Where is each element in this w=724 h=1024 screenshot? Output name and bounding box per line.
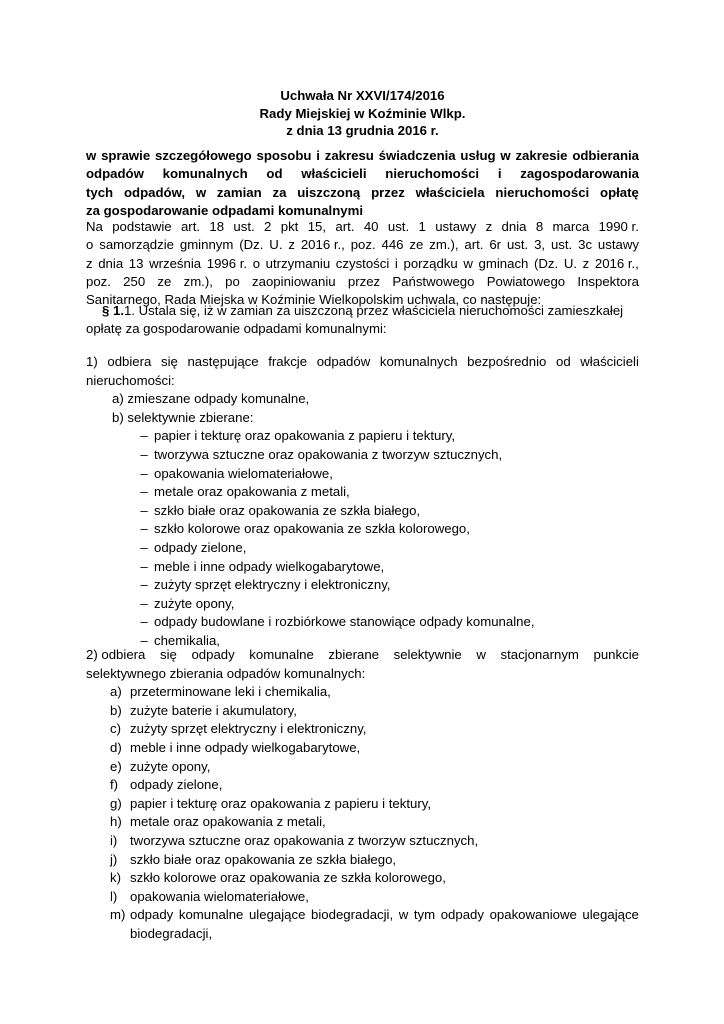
list-item bbox=[86, 739, 639, 758]
word: zamian bbox=[216, 184, 262, 200]
item-text: zużyty sprzęt elektryczny i elektroniczny, bbox=[154, 577, 391, 593]
word: Inspektora bbox=[577, 273, 639, 289]
word: poz. bbox=[86, 273, 111, 289]
dash-bullet: – bbox=[140, 521, 148, 537]
basis-line bbox=[86, 255, 639, 273]
council-name: Rady Miejskiej w Koźminie Wlkp. bbox=[259, 105, 466, 121]
word: nieruchomości bbox=[385, 166, 480, 182]
word: selektywnie bbox=[393, 647, 462, 662]
item-text: zużyte opony, bbox=[154, 595, 235, 611]
resolution-subject bbox=[86, 147, 639, 220]
item-text: odpady zielone, bbox=[130, 777, 223, 793]
word: zagospodarowania bbox=[520, 166, 639, 182]
item-text: opakowania wielomateriałowe, bbox=[154, 465, 333, 481]
word: od bbox=[555, 354, 571, 369]
word: przez bbox=[371, 184, 405, 200]
list-item bbox=[86, 683, 639, 702]
paragraph-1 bbox=[86, 302, 639, 339]
word: świadczenia bbox=[378, 148, 456, 163]
word: samorządzie bbox=[99, 237, 174, 253]
word: nieruchomości bbox=[495, 184, 590, 200]
item-label: b) bbox=[110, 702, 122, 718]
list-item bbox=[86, 558, 639, 577]
word: ust. bbox=[387, 219, 410, 234]
resolution-date: z dnia 13 grudnia 2016 r. bbox=[286, 123, 439, 138]
word: w bbox=[398, 907, 409, 923]
word: komunalne bbox=[249, 647, 314, 662]
item-text: papier i tekturę oraz opakowania z papieru i tektury, bbox=[154, 428, 456, 444]
item-text: metale oraz opakowania z metali, bbox=[130, 814, 326, 830]
word: właścicieli bbox=[580, 354, 639, 369]
word: w bbox=[86, 148, 97, 163]
list-item bbox=[86, 851, 639, 870]
list2-intro-cont: selektywnego zbierania odpadów komunalnych: bbox=[86, 665, 366, 681]
basis-line: Sanitarnego, Rada Miejska w Koźminie Wielkopolskim uchwala, co następuje: bbox=[86, 292, 542, 308]
selective-fractions-list bbox=[86, 427, 639, 650]
list-item bbox=[86, 888, 639, 907]
basis-line bbox=[86, 218, 639, 236]
word: art. bbox=[464, 237, 484, 253]
word: z bbox=[485, 219, 493, 234]
word: zbierane bbox=[328, 647, 379, 662]
word: szczegółowego bbox=[154, 148, 252, 163]
word: 1996 r. bbox=[206, 255, 248, 271]
item-label: a) bbox=[110, 684, 122, 700]
word: usług bbox=[460, 148, 496, 163]
pszok-items bbox=[86, 683, 639, 906]
dash-bullet: – bbox=[140, 577, 148, 593]
list-item bbox=[86, 539, 639, 558]
word: zakresu bbox=[324, 148, 374, 163]
item-text: opakowania wielomateriałowe, bbox=[130, 888, 309, 904]
item-text: meble i inne odpady wielkogabarytowe, bbox=[130, 739, 361, 755]
list-item bbox=[86, 720, 639, 739]
paragraph-1-line: opłatę za gospodarowanie odpadami komunalnymi: bbox=[86, 321, 387, 337]
item-label: c) bbox=[110, 721, 121, 737]
word: 2 bbox=[264, 219, 272, 234]
word: i bbox=[316, 148, 320, 163]
word: pkt bbox=[280, 219, 299, 234]
legal-basis bbox=[86, 218, 639, 309]
word: porządku bbox=[403, 255, 458, 271]
word: ust. bbox=[233, 219, 255, 234]
word: 2016 r., bbox=[594, 255, 639, 271]
word: 1990 r. bbox=[598, 219, 639, 234]
dash-bullet: – bbox=[140, 465, 148, 481]
word: za bbox=[272, 184, 287, 200]
dash-bullet: – bbox=[140, 595, 148, 611]
list1-item-b: b) selektywnie zbierane: bbox=[112, 409, 254, 425]
word: frakcje bbox=[268, 354, 308, 369]
item-text: metale oraz opakowania z metali, bbox=[154, 484, 350, 500]
list-item bbox=[86, 758, 639, 777]
item-label: d) bbox=[110, 739, 122, 755]
list-item bbox=[86, 613, 639, 632]
direct-collection-list bbox=[86, 353, 639, 651]
word: 2) odbiera bbox=[86, 647, 146, 662]
list2-intro bbox=[86, 646, 639, 665]
word: ze bbox=[409, 237, 424, 253]
word: ulegające bbox=[582, 907, 639, 923]
list-item bbox=[86, 446, 639, 465]
word: sposobu bbox=[256, 148, 312, 163]
item-text: odpady budowlane i rozbiórkowe stanowiące odpady komunalne, bbox=[154, 614, 535, 630]
basis-line bbox=[86, 273, 639, 291]
list-item bbox=[86, 520, 639, 539]
subject-line bbox=[86, 165, 639, 183]
word: i bbox=[394, 255, 398, 271]
word: zm.), bbox=[429, 237, 459, 253]
word: od bbox=[266, 166, 283, 182]
word: o bbox=[252, 255, 261, 271]
word: 6r bbox=[489, 237, 502, 253]
subject-line bbox=[86, 184, 639, 202]
item-text: szkło białe oraz opakowania ze szkła białego, bbox=[130, 851, 397, 867]
paragraph-mark: § 1. bbox=[102, 303, 124, 318]
word: z bbox=[86, 255, 93, 271]
list-item bbox=[86, 869, 639, 888]
word: Państwowego bbox=[392, 273, 475, 289]
word: komunalnych bbox=[379, 354, 458, 369]
word: tych bbox=[86, 184, 114, 200]
item-text-line: biodegradacji, bbox=[130, 925, 213, 941]
word: odpadów, bbox=[123, 184, 185, 200]
item-label: m) bbox=[110, 907, 126, 923]
word: bezpośrednio bbox=[467, 354, 547, 369]
word: komunalne bbox=[178, 907, 244, 923]
list-item bbox=[86, 813, 639, 832]
list1-intro-cont: nieruchomości: bbox=[86, 372, 175, 388]
basis-line bbox=[86, 236, 639, 254]
item-text: zużyte opony, bbox=[130, 758, 211, 774]
word: z bbox=[582, 255, 590, 271]
word: sprawie bbox=[101, 148, 151, 163]
word: ust. bbox=[506, 237, 529, 253]
word: zakresie bbox=[515, 148, 568, 163]
word: 40 bbox=[363, 219, 379, 234]
word: Powiatowego bbox=[486, 273, 566, 289]
word: w bbox=[463, 255, 473, 271]
word: przez bbox=[347, 273, 381, 289]
word: (Dz. bbox=[534, 255, 559, 271]
item-text: szkło białe oraz opakowania ze szkła białego, bbox=[154, 502, 421, 518]
dash-bullet: – bbox=[140, 558, 148, 574]
resolution-header bbox=[86, 87, 639, 140]
word: ze bbox=[157, 273, 172, 289]
word: w bbox=[195, 184, 207, 200]
item-text: szkło kolorowe oraz opakowania ze szkła kolorowego, bbox=[154, 521, 470, 537]
word: zm.), bbox=[183, 273, 213, 289]
word: 446 bbox=[381, 237, 404, 253]
subject-line: za gospodarowanie odpadami komunalnymi bbox=[86, 202, 363, 218]
word: w bbox=[500, 148, 511, 163]
word: 2016 r., bbox=[300, 237, 345, 253]
item-label: e) bbox=[110, 758, 122, 774]
subject-line bbox=[86, 147, 639, 165]
word: po bbox=[225, 273, 240, 289]
word: punkcie bbox=[593, 647, 639, 662]
item-label: f) bbox=[110, 777, 119, 793]
word: w bbox=[476, 647, 486, 662]
word: następujące bbox=[187, 354, 259, 369]
list1-item-a: a) zmieszane odpady komunalne, bbox=[112, 391, 310, 407]
word: ust. bbox=[550, 237, 573, 253]
item-text: tworzywa sztuczne oraz opakowania z tworzyw sztucznych, bbox=[154, 446, 503, 462]
word: odbierania bbox=[572, 148, 639, 163]
list-item bbox=[86, 595, 639, 614]
list-item bbox=[86, 795, 639, 814]
item-text: zużyty sprzęt elektryczny i elektroniczny, bbox=[130, 721, 367, 737]
list-item bbox=[86, 832, 639, 851]
item-text: odpady zielone, bbox=[154, 539, 247, 555]
word: ulegające bbox=[248, 907, 306, 923]
word: Na bbox=[86, 219, 103, 234]
pszok-collection-list bbox=[86, 646, 639, 944]
item-label: k) bbox=[110, 870, 121, 886]
word: 1) bbox=[86, 354, 98, 369]
list1-intro bbox=[86, 353, 639, 372]
list-item bbox=[86, 776, 639, 795]
item-text: tworzywa sztuczne oraz opakowania z tworzyw sztucznych, bbox=[130, 832, 479, 848]
word: utrzymaniu bbox=[265, 255, 331, 271]
word: ustawy bbox=[435, 219, 477, 234]
dash-bullet: – bbox=[140, 502, 148, 518]
word: 3, bbox=[534, 237, 546, 253]
word: uiszczoną bbox=[297, 184, 361, 200]
list-item bbox=[86, 465, 639, 484]
word: o bbox=[86, 237, 94, 253]
resolution-number: Uchwała Nr XXVI/174/2016 bbox=[280, 88, 445, 103]
list-item bbox=[86, 702, 639, 721]
dash-bullet: – bbox=[140, 446, 148, 462]
word: odpadów bbox=[316, 354, 371, 369]
word: dnia bbox=[501, 219, 527, 234]
word: 15, bbox=[307, 219, 327, 234]
item-label: h) bbox=[110, 814, 122, 830]
word: ustawy bbox=[597, 237, 639, 253]
list-item bbox=[86, 483, 639, 502]
item-text: przeterminowane leki i chemikalia, bbox=[130, 684, 331, 700]
word: opakowaniowe bbox=[489, 907, 577, 923]
word: U. bbox=[563, 255, 578, 271]
word: właścicieli bbox=[301, 166, 367, 182]
word: odpady bbox=[440, 907, 484, 923]
word: opłatę bbox=[600, 184, 639, 200]
list-item bbox=[86, 906, 639, 943]
word: 1 bbox=[418, 219, 426, 234]
word: właściciela bbox=[415, 184, 485, 200]
word: z bbox=[288, 237, 295, 253]
word: tym bbox=[413, 907, 436, 923]
word: 13 bbox=[128, 255, 144, 271]
word: odpady bbox=[130, 907, 174, 923]
word: zaopiniowaniu bbox=[252, 273, 336, 289]
word: poz. bbox=[350, 237, 376, 253]
word: 8 bbox=[535, 219, 544, 234]
item-text: szkło kolorowe oraz opakowania ze szkła kolorowego, bbox=[130, 870, 446, 886]
word: się bbox=[159, 647, 177, 662]
word: art. bbox=[180, 219, 201, 234]
word: 3c bbox=[578, 237, 593, 253]
dash-bullet: – bbox=[140, 428, 148, 444]
word: odbiera bbox=[107, 354, 152, 369]
dash-bullet: – bbox=[140, 539, 148, 555]
word: marca bbox=[552, 219, 590, 234]
word: art. bbox=[335, 219, 355, 234]
word: komunalnych bbox=[162, 166, 248, 182]
word: 18 bbox=[209, 219, 225, 234]
item-text: meble i inne odpady wielkogabarytowe, bbox=[154, 558, 385, 574]
word: podstawie bbox=[112, 219, 172, 234]
word: się bbox=[160, 354, 178, 369]
word: 250 bbox=[123, 273, 146, 289]
item-text: papier i tekturę oraz opakowania z papieru i tektury, bbox=[130, 795, 432, 811]
paragraph-1-line bbox=[86, 302, 639, 320]
list-item bbox=[86, 502, 639, 521]
paragraph-1-text: 1. Ustala się, iż w zamian za uiszczoną przez właściciela nieruchomości zamieszkałej bbox=[124, 303, 624, 318]
word: biodegradacji, bbox=[311, 907, 394, 923]
word: czystości bbox=[335, 255, 390, 271]
word: stacjonarnym bbox=[500, 647, 579, 662]
item-label: g) bbox=[110, 795, 122, 811]
item-text: zużyte baterie i akumulatory, bbox=[130, 702, 297, 718]
word: (Dz. bbox=[239, 237, 264, 253]
word: U. bbox=[269, 237, 283, 253]
dash-bullet: – bbox=[140, 614, 148, 630]
word: gminach bbox=[478, 255, 529, 271]
word: dnia bbox=[98, 255, 124, 271]
dash-bullet: – bbox=[140, 484, 148, 500]
word: września bbox=[149, 255, 202, 271]
word: gminnym bbox=[179, 237, 234, 253]
word: i bbox=[497, 166, 502, 182]
item-text: chemikalia, bbox=[154, 632, 220, 648]
item-label: l) bbox=[110, 888, 118, 904]
list-item bbox=[86, 576, 639, 595]
dash-bullet: – bbox=[140, 632, 148, 648]
item-text-line bbox=[130, 906, 639, 925]
item-label: j) bbox=[110, 851, 118, 867]
word: odpady bbox=[191, 647, 235, 662]
list-item bbox=[86, 427, 639, 446]
item-label: i) bbox=[110, 832, 118, 848]
word: odpadów bbox=[86, 166, 144, 182]
